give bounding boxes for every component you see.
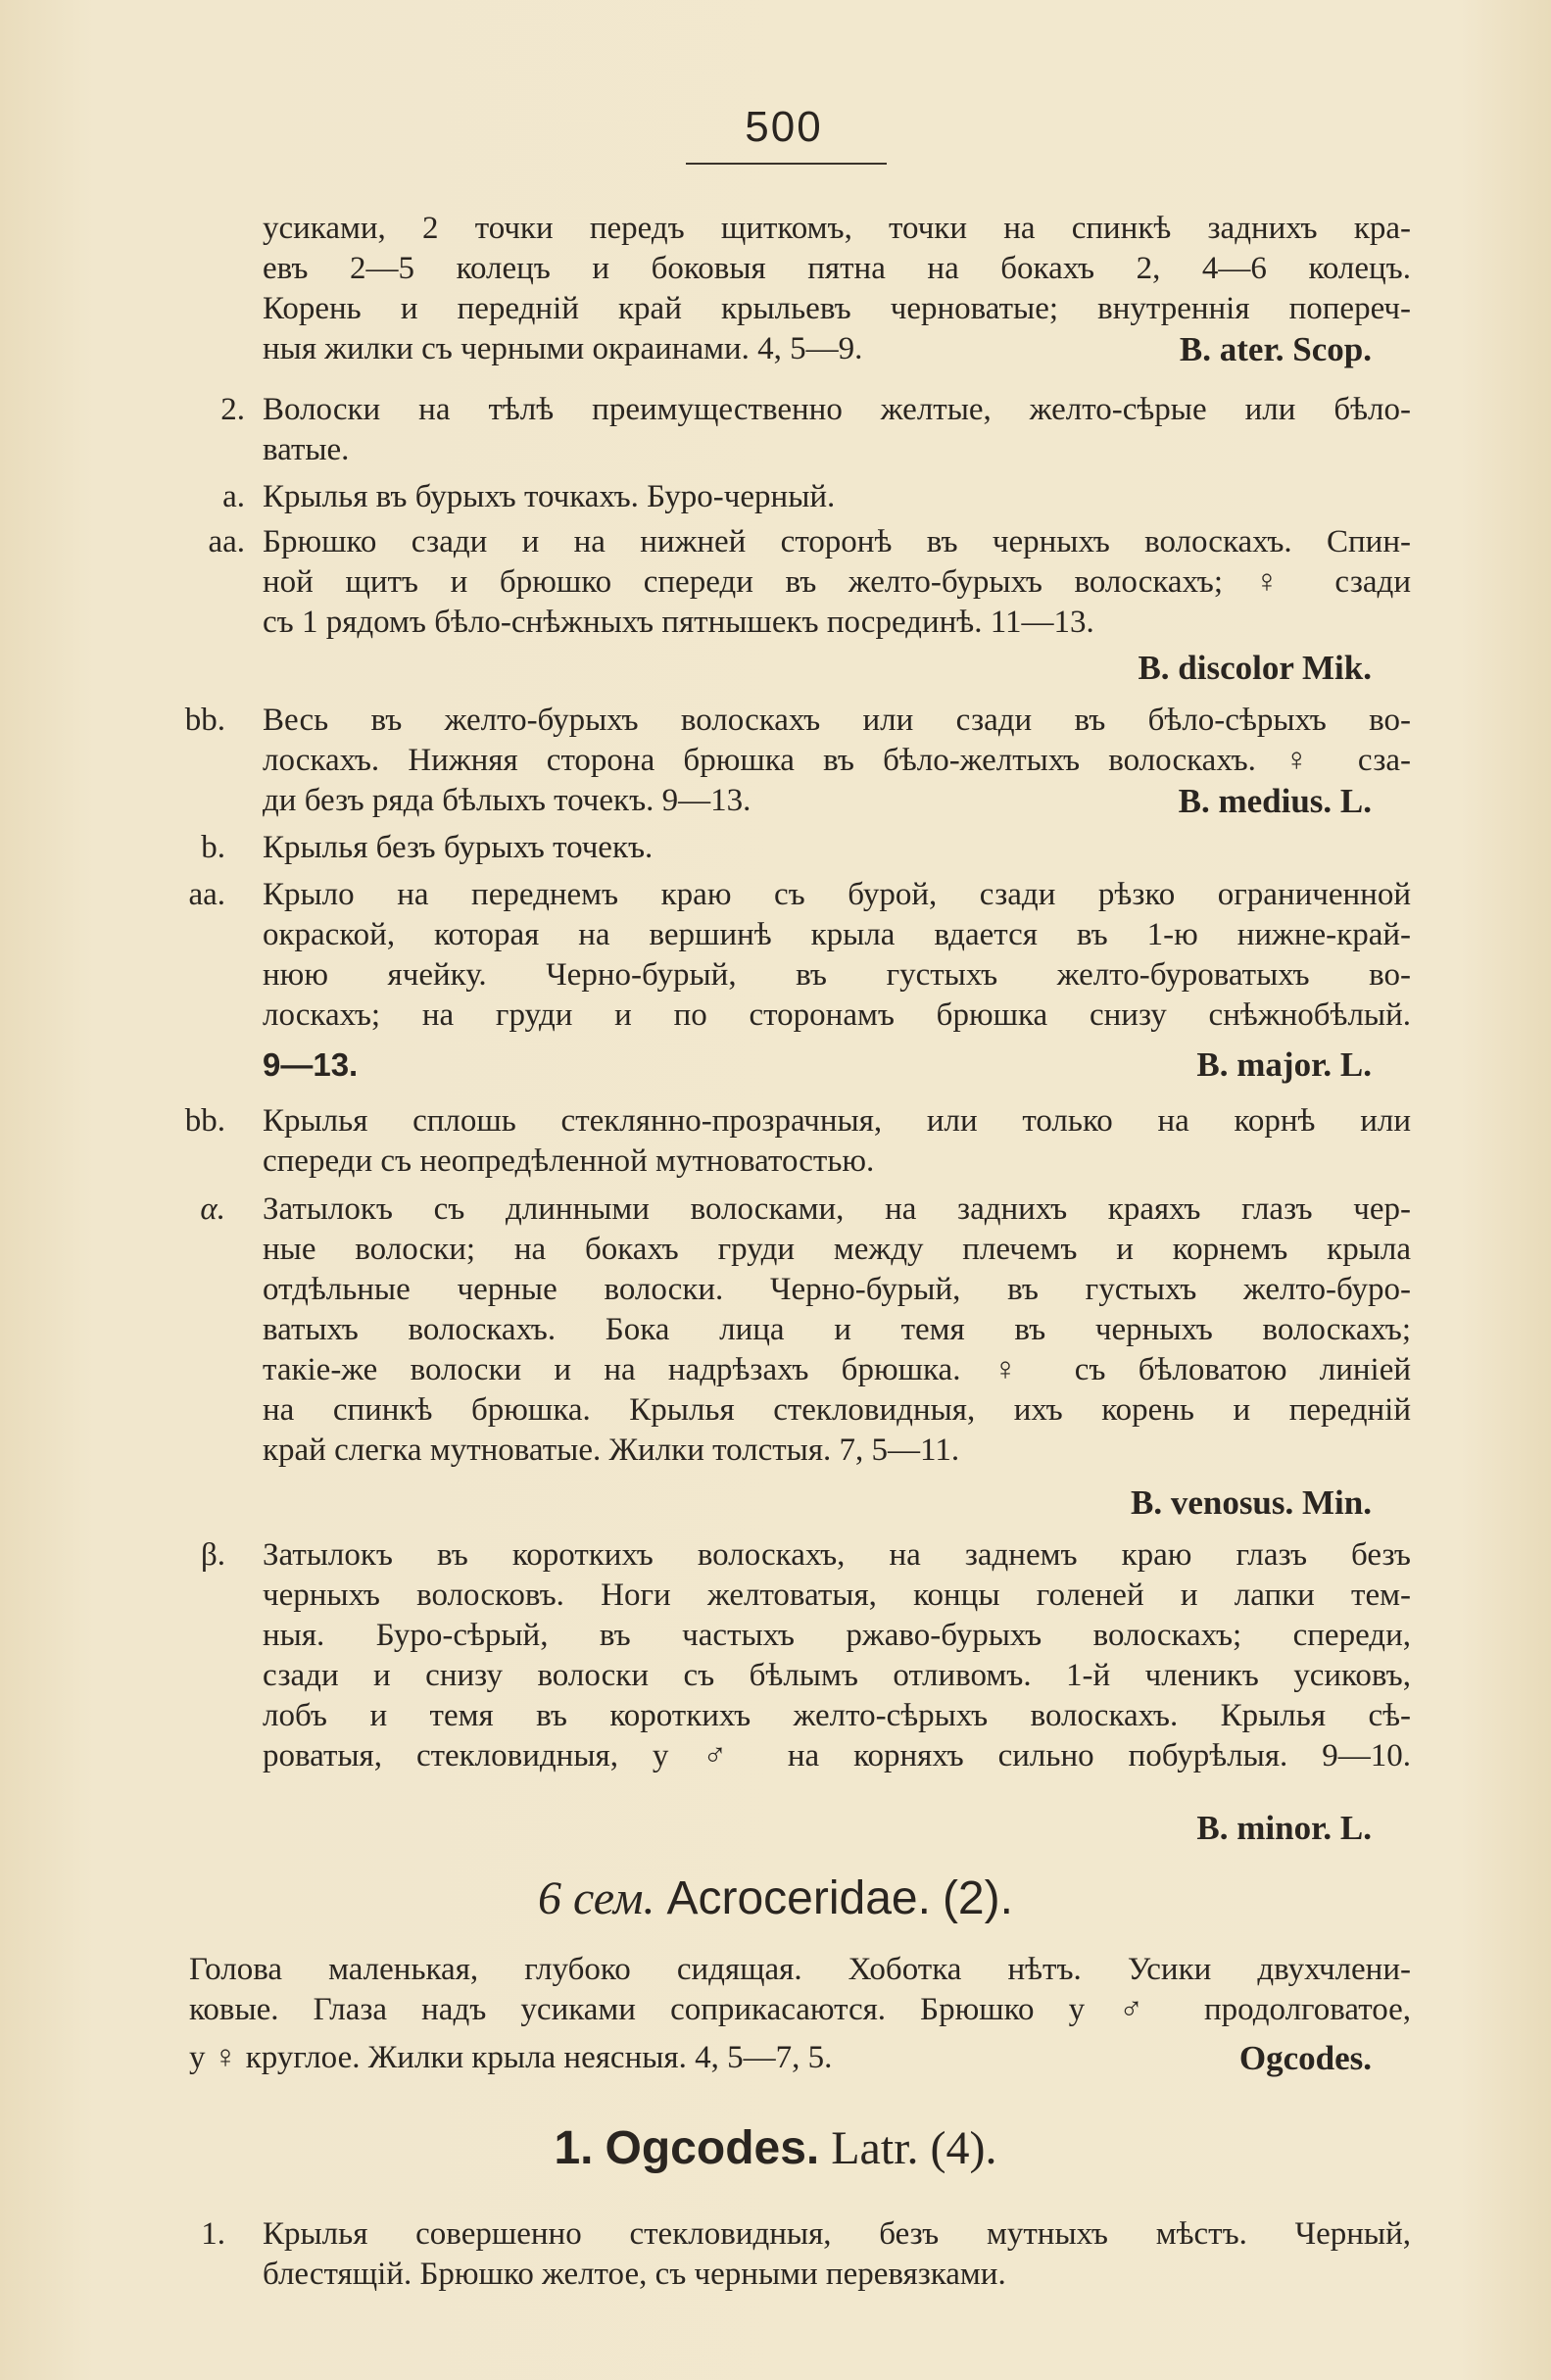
text-line: лобъ и темя въ короткихъ желто-сѣрыхъ волоскахъ. Крылья сѣ- bbox=[263, 1698, 1411, 1733]
species-name: B. major. L. bbox=[1196, 1045, 1372, 1084]
text-line: нюю ячейку. Черно-бурый, въ густыхъ желто-буроватыхъ во- bbox=[263, 957, 1411, 993]
text-line: Брюшко сзади и на нижней сторонѣ въ черныхъ волоскахъ. Спин- bbox=[263, 524, 1411, 559]
text-line: край слегка мутноватые. Жилки толстыя. 7, 5—11. bbox=[263, 1433, 960, 1468]
text-line: такіе-же волоски и на надрѣзахъ брюшка. ♀ съ бѣловатою линіей bbox=[263, 1352, 1411, 1387]
text-line: ватые. bbox=[263, 432, 350, 467]
text-line: евъ 2—5 колецъ и боковыя пятна на бокахъ 2, 4—6 колецъ. bbox=[263, 251, 1411, 286]
family-name: Acroceridae. bbox=[666, 1872, 931, 1924]
text-line: ватыхъ волоскахъ. Бока лица и темя въ черныхъ волоскахъ; bbox=[263, 1312, 1411, 1347]
text-line: Волоски на тѣлѣ преимущественно желтые, желто-сѣрые или бѣло- bbox=[263, 392, 1411, 427]
family-prefix: 6 сем. bbox=[538, 1872, 655, 1924]
text-line: у ♀ круглое. Жилки крыла неясныя. 4, 5—7, 5. bbox=[189, 2040, 833, 2075]
text-line: лоскахъ; на груди и по сторонамъ брюшка снизу снѣжнобѣлый. bbox=[263, 997, 1411, 1033]
genus-heading bbox=[0, 2121, 1551, 2176]
couplet-marker: 2. bbox=[220, 392, 245, 427]
text-line: ди безъ ряда бѣлыхъ точекъ. 9—13. bbox=[263, 783, 751, 818]
genus-reference: Ogcodes. bbox=[1238, 2039, 1372, 2077]
couplet-marker: 1. bbox=[201, 2216, 225, 2252]
text-line: Корень и передній край крыльевъ черноватые; внутреннія попереч- bbox=[263, 291, 1411, 326]
text-line: Крылья сплошь стеклянно-прозрачныя, или только на корнѣ или bbox=[263, 1103, 1411, 1139]
text-line: блестящій. Брюшко желтое, съ черными перевязками. bbox=[263, 2257, 1006, 2292]
couplet-marker: α. bbox=[200, 1191, 225, 1227]
genus-number: 1. bbox=[554, 2122, 594, 2174]
couplet-marker: a. bbox=[222, 479, 245, 514]
text-line: Крылья въ бурыхъ точкахъ. Буро-черный. bbox=[263, 479, 836, 514]
text-line: спереди съ неопредѣленной мутноватостью. bbox=[263, 1143, 875, 1179]
couplet-marker: bb. bbox=[184, 1103, 225, 1139]
species-name: B. discolor Mik. bbox=[1138, 649, 1372, 687]
text-line: ной щитъ и брюшко спереди въ желто-бурыхъ волоскахъ; ♀ сзади bbox=[263, 564, 1411, 600]
text-line: роватыя, стекловидныя, у ♂ на корняхъ сильно побурѣлыя. 9—10. bbox=[263, 1738, 1411, 1773]
text-line: сзади и снизу волоски съ бѣлымъ отливомъ. 1-й членикъ усиковъ, bbox=[263, 1658, 1411, 1693]
text-line: ныя. Буро-сѣрый, въ частыхъ ржаво-бурыхъ волоскахъ; спереди, bbox=[263, 1618, 1411, 1653]
text-line: Крылья безъ бурыхъ точекъ. bbox=[263, 830, 654, 865]
header-rule bbox=[686, 163, 887, 165]
text-line: съ 1 рядомъ бѣло-снѣжныхъ пятнышекъ посрединѣ. 11—13. bbox=[263, 605, 1094, 640]
text-line: Крыло на переднемъ краю съ бурой, сзади рѣзко ограниченной bbox=[263, 877, 1411, 912]
text-line: ковые. Глаза надъ усиками соприкасаются. Брюшко у ♂ продолговатое, bbox=[189, 1992, 1411, 2027]
text-line: Затылокъ въ короткихъ волоскахъ, на заднемъ краю глазъ безъ bbox=[263, 1537, 1411, 1573]
genus-name: Ogcodes. bbox=[605, 2122, 820, 2174]
family-count: (2). bbox=[942, 1872, 1013, 1924]
text-line: окраской, которая на вершинѣ крыла вдается въ 1-ю нижне-край- bbox=[263, 917, 1411, 952]
genus-author: Latr. bbox=[831, 2122, 919, 2174]
text-line: 9—13. bbox=[263, 1046, 359, 1083]
couplet-marker: аа. bbox=[208, 524, 245, 559]
text-line: Весь въ желто-бурыхъ волоскахъ или сзади въ бѣло-сѣрыхъ во- bbox=[263, 703, 1411, 738]
couplet-marker: bb. bbox=[184, 703, 225, 738]
species-name: B. venosus. Min. bbox=[1130, 1483, 1372, 1522]
species-name: B. ater. Scop. bbox=[1179, 330, 1372, 368]
text-line: отдѣльные черные волоски. Черно-бурый, въ густыхъ желто-буро- bbox=[263, 1272, 1411, 1307]
page-number: 500 bbox=[745, 103, 823, 151]
text-line: черныхъ волосковъ. Ноги желтоватыя, концы голеней и лапки тем- bbox=[263, 1578, 1411, 1613]
couplet-marker: аа. bbox=[188, 877, 225, 912]
text-line: ныя жилки съ черными окраинами. 4, 5—9. bbox=[263, 331, 863, 366]
species-name: B. medius. L. bbox=[1178, 782, 1372, 820]
species-name: B. minor. L. bbox=[1196, 1809, 1372, 1847]
text-line: Крылья совершенно стекловидныя, безъ мутныхъ мѣстъ. Черный, bbox=[263, 2216, 1411, 2252]
genus-count: (4). bbox=[930, 2122, 997, 2174]
text-line: ные волоски; на бокахъ груди между плечемъ и корнемъ крыла bbox=[263, 1232, 1411, 1267]
text-line: усиками, 2 точки передъ щиткомъ, точки на спинкѣ заднихъ кра- bbox=[263, 211, 1411, 246]
family-heading bbox=[0, 1871, 1551, 1926]
text-line: Затылокъ съ длинными волосками, на заднихъ краяхъ глазъ чер- bbox=[263, 1191, 1411, 1227]
text-line: Голова маленькая, глубоко сидящая. Хоботка нѣтъ. Усики двухчлени- bbox=[189, 1952, 1411, 1987]
text-line: лоскахъ. Нижняя сторона брюшка въ бѣло-желтыхъ волоскахъ. ♀ сза- bbox=[263, 743, 1411, 778]
couplet-marker: β. bbox=[200, 1537, 225, 1573]
couplet-marker: b. bbox=[201, 830, 225, 865]
text-line: на спинкѣ брюшка. Крылья стекловидныя, ихъ корень и передній bbox=[263, 1392, 1411, 1428]
